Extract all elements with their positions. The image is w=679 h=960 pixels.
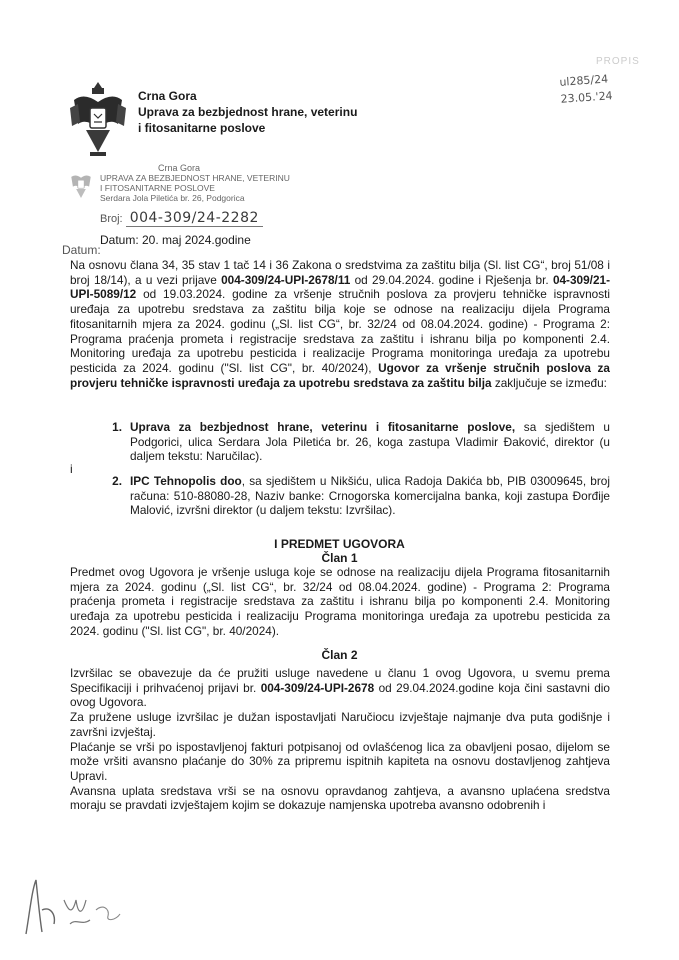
party-separator: i <box>70 462 73 476</box>
party-2-details: , sa sjedištem u Nikšiću, ulica Radoja Dakića bb, PIB 03009645, broj računa: 510-88080-28, Naziv banke: Crnogorska komercijalna banka, koji zastupa Đorđije Malović, izvršni direktor (u daljem tekstu: Izvršilac). <box>130 474 610 518</box>
intro-text-1: Na osnovu člana 34, 35 stav 1 tač 14 i 36 Zakona o sredstvima za zaštitu bilja (Sl. list CG“, broj 51/08 i broj 18/14), a u vezi prijave <box>70 258 610 287</box>
article-2-p2: Za pružene usluge izvršilac je dužan ispostavljati Naručiocu izvještaje najmanje dva puta godišnje i završni izvještaj. <box>70 710 610 739</box>
handwritten-date: 23.05.'24 <box>560 89 613 106</box>
intro-text-2: od 29.04.2024. godine i Rješenja br. <box>350 272 553 287</box>
party-2-number: 2. <box>112 474 122 488</box>
section-title: I PREDMET UGOVORA <box>274 537 405 551</box>
broj-value: 004-309/24-2282 <box>126 210 263 227</box>
intro-contract-title: Ugovor za vršenje stručnih poslova za provjeru tehničke ispravnosti uređaja za upotrebu sredstava za zaštitu bilja <box>70 360 610 390</box>
stamp-address: Serdara Jola Piletića br. 26, Podgorica <box>100 193 245 203</box>
stamp-line3: I FITOSANITARNE POSLOVE <box>100 183 215 193</box>
header-institution-cont: i fitosanitarne poslove <box>138 121 266 135</box>
party-1-name: Uprava za bezbjednost hrane, veterinu i fitosanitarne poslove, <box>130 420 516 434</box>
institution-header <box>138 88 357 136</box>
intro-text-3: od 19.03.2024. godine za vršenje stručnih poslova za provjeru tehničke ispravnosti uređaja za upotrebu sredstava za zaštitu bilja koje se odnose na realizaciju dijela Programa fitosanitarnih mjera za 2024. godinu („Sl. list CG“, br. 32/24 od 08.04.2024. godine) - Programa 2: Programa praćenja prometa i registracije sredstava za zaštitu i ishranu bilja po komponenti 2.4. Monitoring uređaja za upotrebu pesticida i realizacije Programa monitoringa uređaja za upotrebu pesticida za 2024. godinu ("Sl. list CG", br. 40/2024), <box>70 287 610 375</box>
handwritten-initials <box>20 870 140 940</box>
party-2-name: IPC Tehnopolis doo <box>130 474 242 488</box>
handwritten-registration <box>559 70 613 108</box>
header-country: Crna Gora <box>138 89 197 103</box>
article-2-p4: Avansna uplata sredstava vrši se na osnovu opravdanog zahtjeva, a avansno uplaćena sredstva moraju se pravdati izvještajem kojim se dokazuje namjenska upotreba avansno odobrenih i <box>70 783 610 813</box>
intro-ref-1: 004-309/24-UPI-2678/11 <box>221 272 351 287</box>
party-1 <box>70 420 610 464</box>
institution-stamp <box>100 163 290 203</box>
datum-text: Datum: 20. maj 2024.godine <box>100 233 251 247</box>
article-1-heading: Član 1 <box>321 551 358 565</box>
party-2 <box>70 474 610 518</box>
article-2-text <box>70 666 610 813</box>
coat-of-arms-icon <box>66 78 130 162</box>
article-1-text <box>70 565 610 639</box>
article-2-p1-text: Izvršilac se obavezuje da će pružiti usluge navedene u članu 1 ovog Ugovora, u svemu prema Specifikaciji i prihvaćenoj prijavi br. <box>70 666 610 695</box>
broj-label: Broj: <box>100 213 123 225</box>
intro-paragraph <box>70 258 610 390</box>
article-2-heading: Član 2 <box>321 648 358 662</box>
party-1-number: 1. <box>112 420 122 434</box>
document-date <box>62 233 251 257</box>
article-2-p1-ref: 004-309/24-UPI-2678 <box>260 680 375 695</box>
stamp-line2: UPRAVA ZA BEZBJEDNOST HRANE, VETERINU <box>100 173 290 183</box>
datum-stamp-label: Datum: <box>62 243 101 257</box>
intro-text-4: zaključuje se između: <box>491 375 607 390</box>
stamp-country: Crna Gora <box>158 163 201 173</box>
article-2-p1-end: od 29.04.2024.godine koja čini sastavni dio ovog Ugovora. <box>70 680 610 710</box>
watermark: PROPIS <box>596 56 640 67</box>
stamp-crest-icon <box>68 168 94 202</box>
reference-number <box>100 210 263 226</box>
handwritten-number: ul285/24 <box>559 72 609 89</box>
header-institution: Uprava za bezbjednost hrane, veterinu <box>138 105 358 119</box>
article-2-p1 <box>70 666 610 710</box>
article-2-p3: Plaćanje se vrši po ispostavljenoj fakturi potpisanoj od ovlašćenog lica za obavljeni posao, dijelom se može vršiti avansno plaćanje do 30% za pripremu ispitnih kapiteta na osnovu dostavljenog zahtjeva Upravi. <box>70 739 610 783</box>
party-1-details: sa sjedištem u Podgorici, ulica Serdara Jola Piletića br. 26, koga zastupa Vladimir Đaković, direktor (u daljem tekstu: Naručilac). <box>130 420 610 464</box>
intro-ref-2: 04-309/21-UPI-5089/12 <box>70 272 610 302</box>
article-1-paragraph: Predmet ovog Ugovora je vršenje usluga koje se odnose na realizaciju dijela Programa fitosanitarnih mjera za 2024. godinu („Sl. list CG“, br. 32/24 od 08.04.2024. godine) - Programa 2: Programa praćenja prometa i registracije sredstava za zaštitu i ishranu bilja po komponenti 2.4. Monitoring uređaja za upotrebu pesticida i realizaciju Programa monitoringa uređaja za upotrebu pesticida za 2024. godinu ("Sl. list CG", br. 40/2024). <box>70 565 610 638</box>
